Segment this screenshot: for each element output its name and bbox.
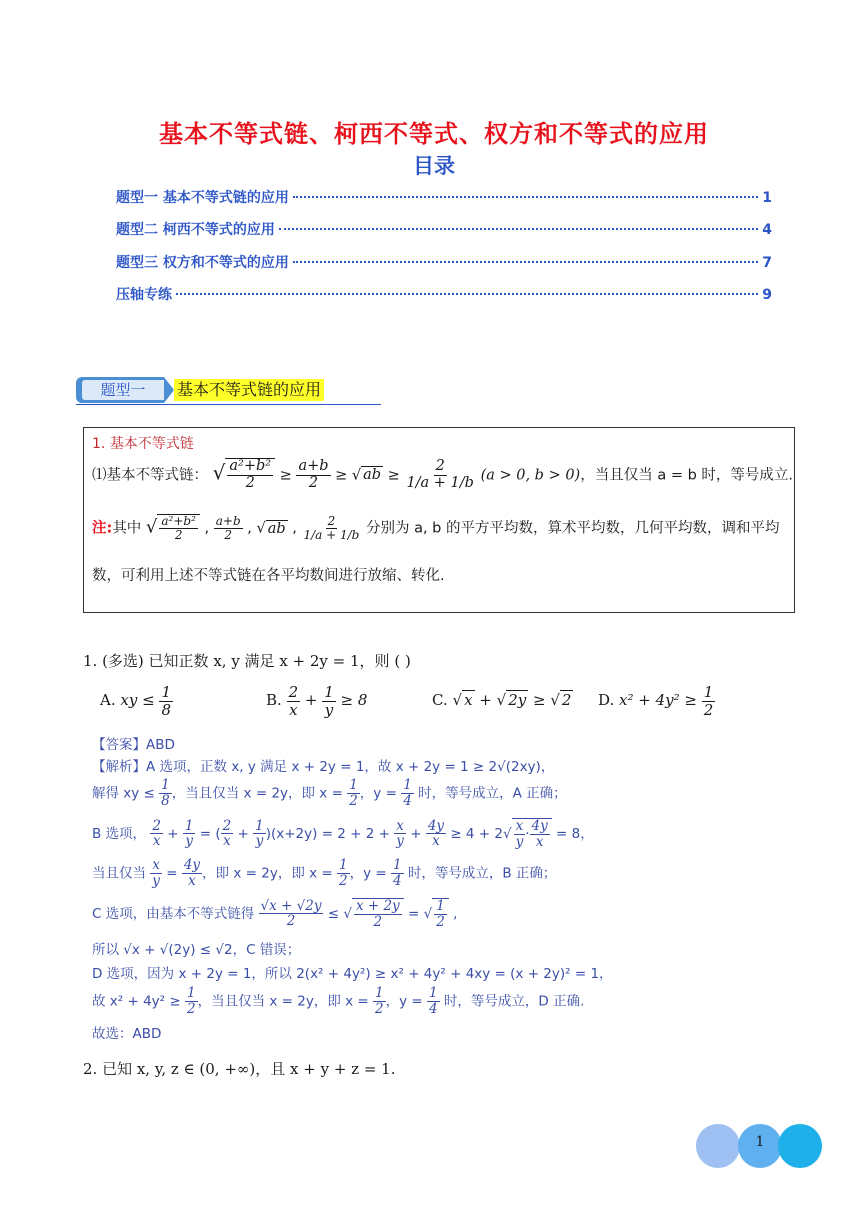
page-badge-circle bbox=[696, 1124, 740, 1168]
section-tag-text: 题型一 bbox=[82, 380, 164, 400]
solution-step: D 选项，因为 x + 2y = 1，所以 2(x² + 4y²) ≥ x² + 4y² + 4xy = (x + 2y)² = 1， bbox=[92, 966, 613, 982]
toc-item-label: 题型二 柯西不等式的应用 bbox=[116, 222, 275, 238]
toc-item-label: 题型一 基本不等式链的应用 bbox=[116, 190, 289, 206]
chain-prefix: ⑴基本不等式链： bbox=[92, 467, 208, 484]
option-d-label: D. bbox=[598, 691, 615, 709]
toc-item[interactable] bbox=[116, 252, 772, 274]
toc-leader bbox=[279, 228, 758, 230]
solution-text: A 选项，正数 x, y 满足 x + 2y = 1，故 x + 2y = 1 ≥ 2√(2xy)， bbox=[146, 759, 555, 775]
solution-conclusion: 故选：ABD bbox=[92, 1026, 162, 1042]
solution-text: ，即 x = 2y，即 x = bbox=[202, 865, 337, 882]
option-b: B. $\frac{2}{x}$ + $\frac{1}{y}$ ≥ 8 bbox=[266, 683, 368, 719]
solution-text: 故 x² + 4y² ≥ bbox=[92, 993, 185, 1010]
solution-step: 当且仅当 $\frac{x}{y}$ = $\frac{4y}{x}$ ，即 x = 2y，即 x = $\frac{1}{2}$ ，y = $\frac{1}{4}$ 时，等号成立，B 正确； bbox=[92, 857, 557, 889]
solution-step: 解得 xy ≤ $\frac{1}{8}$ ，当且仅当 x = 2y，即 x = $\frac{1}{2}$ ，y = $\frac{1}{4}$ 时，等号成立，A 正确； bbox=[92, 777, 567, 809]
chain-condition: (a > 0, b > 0) bbox=[480, 467, 581, 484]
solution-step: B 选项， $\frac{2}{x}$ + $\frac{1}{y}$ = ( $\frac{2}{x}$ + $\frac{1}{y}$ )(x+2y) = 2 + 2 + $\frac{x}{y}$ + $\frac{4y}{x}$ ≥ 4 + 2√ $\frac{x}{y}$ · $\frac{4y}{x}$ = 8， bbox=[92, 817, 594, 850]
solution-text: 时，等号成立，A 正确； bbox=[413, 785, 567, 802]
option-c: C. √ x + √ 2y ≥ √ 2 bbox=[432, 691, 572, 709]
option-a: A. xy ≤ $\frac{1}{8}$ bbox=[100, 683, 171, 719]
option-a-label: A. bbox=[100, 691, 116, 709]
page-badge-circle bbox=[778, 1124, 822, 1168]
option-d: D. x² + 4y² ≥ $\frac{1}{2}$ bbox=[598, 683, 714, 719]
solution-step bbox=[92, 755, 554, 775]
solution-text: ，y = bbox=[349, 865, 391, 882]
problem-1-stem: 1. (多选) 已知正数 x, y 满足 x + 2y = 1，则 ( ) bbox=[83, 652, 411, 670]
solution-step: 所以 √x + √(2y) ≤ √2，C 错误； bbox=[92, 942, 301, 958]
solution-text: = 8， bbox=[551, 825, 594, 842]
toc-item-page: 7 bbox=[762, 255, 772, 271]
note-mid: 分别为 a, b 的平方平均数，算术平均数，几何平均数，调和平均 bbox=[365, 520, 780, 537]
toc-leader bbox=[293, 196, 758, 198]
solution-text: ，当且仅当 x = 2y，即 x = bbox=[171, 785, 348, 802]
chain-suffix: ，当且仅当 a = b 时，等号成立. bbox=[580, 467, 794, 484]
section-tag bbox=[76, 377, 164, 403]
option-c-label: C. bbox=[432, 691, 448, 709]
section-arrow-icon bbox=[164, 377, 174, 403]
section-underline bbox=[76, 404, 381, 405]
toc-item-label: 压轴专练 bbox=[116, 287, 172, 303]
solution-text: C 选项，由基本不等式链得 bbox=[92, 905, 259, 922]
answer-line: 【答案】ABD bbox=[92, 737, 175, 753]
knowledge-note: 注:其中 √ $\frac{\text{a²+b²}}{2}$ , $\frac{a+b}{2}$ , √ ab , $\frac{2}{1/a + 1/b}$ 分别为 a, b 的平方平均数，算术平均数，几何平均数，调和平均 bbox=[92, 514, 780, 543]
solution-text: 解得 xy ≤ bbox=[92, 785, 160, 802]
solution-text: 当且仅当 bbox=[92, 865, 151, 882]
note-prefix: 其中 bbox=[112, 520, 142, 537]
toc-heading: 目录 bbox=[413, 154, 455, 178]
knowledge-heading: 1. 基本不等式链 bbox=[92, 436, 194, 452]
section-title: 基本不等式链的应用 bbox=[174, 379, 324, 401]
page-number: 1 bbox=[755, 1134, 765, 1150]
toc-item-page: 1 bbox=[762, 190, 772, 206]
toc-item-page: 4 bbox=[762, 222, 772, 238]
note-label: 注: bbox=[92, 520, 113, 537]
solution-text: B 选项， bbox=[92, 825, 147, 842]
solution-text: ，y = bbox=[385, 993, 427, 1010]
toc-item[interactable] bbox=[116, 284, 772, 306]
toc-item[interactable] bbox=[116, 219, 772, 241]
option-b-label: B. bbox=[266, 691, 282, 709]
document-title: 基本不等式链、柯西不等式、权方和不等式的应用 bbox=[159, 120, 709, 148]
toc-item-label: 题型三 权方和不等式的应用 bbox=[116, 255, 289, 271]
solution-step: 故 x² + 4y² ≥ $\frac{1}{2}$ ，当且仅当 x = 2y，即 x = $\frac{1}{2}$ ，y = $\frac{1}{4}$ 时，等号成立，D 正确. bbox=[92, 985, 585, 1017]
solution-text: ，当且仅当 x = 2y，即 x = bbox=[197, 993, 374, 1010]
solution-step: C 选项，由基本不等式链得 $\frac{√x + √2y}{2}$ ≤ √ $\frac{x + 2y}{2}$ = √ $\frac{1}{2}$ , bbox=[92, 897, 458, 930]
problem-2-stem: 2. 已知 x, y, z ∈ (0, +∞)，且 x + y + z = 1. bbox=[83, 1060, 396, 1078]
toc-item[interactable] bbox=[116, 187, 772, 209]
solution-text: 时，等号成立，B 正确； bbox=[403, 865, 557, 882]
toc-leader bbox=[293, 261, 758, 263]
toc-item-page: 9 bbox=[762, 287, 772, 303]
solution-text: ，y = bbox=[359, 785, 402, 802]
solution-text: 时，等号成立，D 正确. bbox=[439, 993, 585, 1010]
knowledge-note-line2: 数，可利用上述不等式链在各平均数间进行放缩、转化. bbox=[92, 568, 445, 584]
toc-leader bbox=[176, 293, 758, 295]
inequality-chain-line: ⑴基本不等式链： √ $\frac{\text{a²+b²}}{2}$ ≥ $\frac{a+b}{2}$ ≥ √ ab ≥ $\frac{2}{1/a + 1/b}$ (a > 0, b > 0)，当且仅当 a = b 时，等号成立. bbox=[92, 458, 794, 491]
analysis-label: 【解析】 bbox=[92, 759, 146, 775]
